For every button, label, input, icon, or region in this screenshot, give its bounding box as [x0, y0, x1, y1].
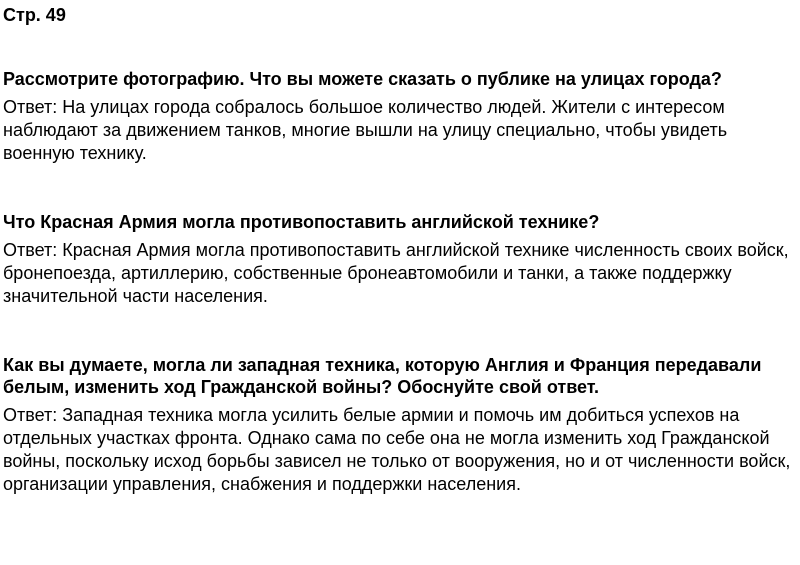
answer-2: Ответ: Красная Армия могла противопоставить английской технике численность своих войск, бронепоезда, артиллерию, собственные бронеавтомобили и танки, а также поддержку значительной части населения. [3, 240, 789, 306]
question-2: Что Красная Армия могла противопоставить английской технике? [3, 212, 600, 232]
answer-3: Ответ: Западная техника могла усилить белые армии и помочь им добиться успехов на отдельных участках фронта. Однако сама по себе она не могла изменить ход Гражданской войны, поскольку исход борьбы зависел не только от вооружения, но и от численности войск, организации управления, снабжения и поддержки населения. [3, 405, 791, 494]
qa-block-2 [3, 211, 800, 308]
document-page [0, 4, 800, 565]
qa-block-1 [3, 68, 800, 165]
question-1: Рассмотрите фотографию. Что вы можете сказать о публике на улицах города? [3, 69, 722, 89]
page-number: Стр. 49 [3, 5, 66, 25]
question-3: Как вы думаете, могла ли западная техника, которую Англия и Франция передавали белым, изменить ход Гражданской войны? Обоснуйте свой ответ. [3, 355, 762, 397]
qa-block-3 [3, 354, 800, 496]
answer-1: Ответ: На улицах города собралось большое количество людей. Жители с интересом наблюдают за движением танков, многие вышли на улицу специально, чтобы увидеть военную технику. [3, 97, 728, 163]
